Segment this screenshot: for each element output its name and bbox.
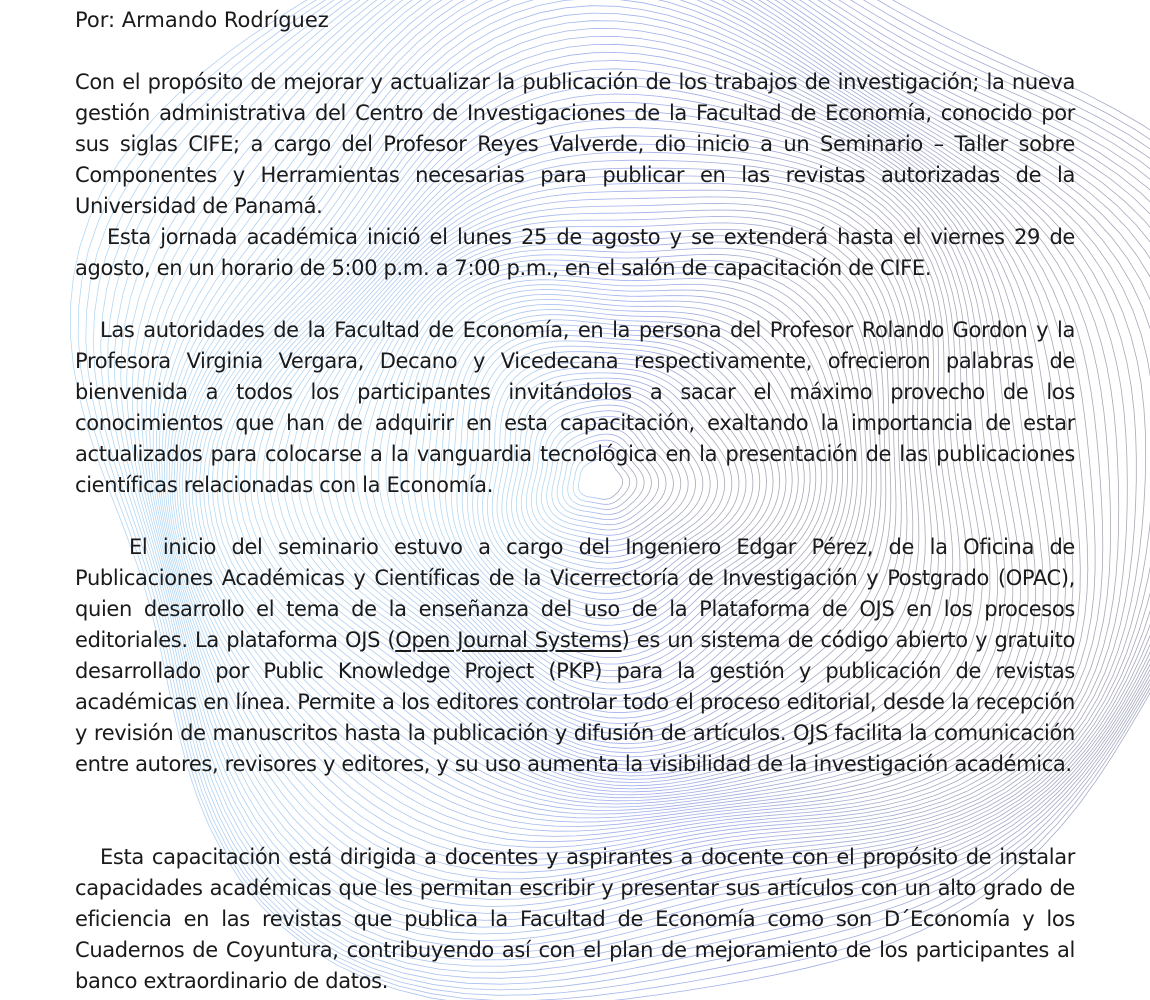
paragraph-4-text-after-link: ) es un sistema de código abierto y gratuito desarrollado por Public Knowledge Project (PKP) para la gestión y publicación de revistas académicas en línea. Permite a los editores controlar todo el proceso editorial, desde la recepción y revisión de manuscritos hasta la publicación y difusión de artículos. OJS facilita la comunicación entre autores, revisores y editores, y su uso aumenta la visibilidad de la investigación académica. xyxy=(75,628,1075,776)
paragraph-4-text-before-link: El inicio del seminario estuvo a cargo del Ingeniero Edgar Pérez, de la Oficina de Publicaciones Académicas y Científicas de la Vicerrectoría de Investigación y Postgrado (OPAC), quien desarrollo el tema de la enseñanza del uso de la Plataforma de OJS en los procesos editoriales. La plataforma OJS ( xyxy=(75,535,1075,652)
open-journal-systems-link[interactable]: Open Journal Systems xyxy=(395,628,622,652)
article-byline: Por: Armando Rodríguez xyxy=(75,8,329,32)
paragraph-3: Las autoridades de la Facultad de Economía, en la persona del Profesor Rolando Gordon y la Profesora Virginia Vergara, Decano y Vicedecana respectivamente, ofrecieron palabras de bienvenida a todos los participantes invitándolos a sacar el máximo provecho de los conocimientos que han de adquirir en esta capacitación, exaltando la importancia de estar actualizados para colocarse a la vanguardia tecnológica en la presentación de las publicaciones científicas relacionadas con la Economía. xyxy=(75,318,1075,497)
paragraph-4 xyxy=(75,532,1075,780)
paragraph-2: Esta jornada académica inició el lunes 25 de agosto y se extenderá hasta el viernes 29 de agosto, en un horario de 5:00 p.m. a 7:00 p.m., en el salón de capacitación de CIFE. xyxy=(75,225,1075,280)
paragraph-5: Esta capacitación está dirigida a docentes y aspirantes a docente con el propósito de instalar capacidades académicas que les permitan escribir y presentar sus artículos con un alto grado de eficiencia en las revistas que publica la Facultad de Economía como son D´Economía y los Cuadernos de Coyuntura, contribuyendo así con el plan de mejoramiento de los participantes al banco extraordinario de datos. xyxy=(75,845,1075,993)
paragraph-1: Con el propósito de mejorar y actualizar la publicación de los trabajos de investigación; la nueva gestión administrativa del Centro de Investigaciones de la Facultad de Economía, conocido por sus siglas CIFE; a cargo del Profesor Reyes Valverde, dio inicio a un Seminario – Taller sobre Componentes y Herramientas necesarias para publicar en las revistas autorizadas de la Universidad de Panamá. xyxy=(75,70,1075,218)
